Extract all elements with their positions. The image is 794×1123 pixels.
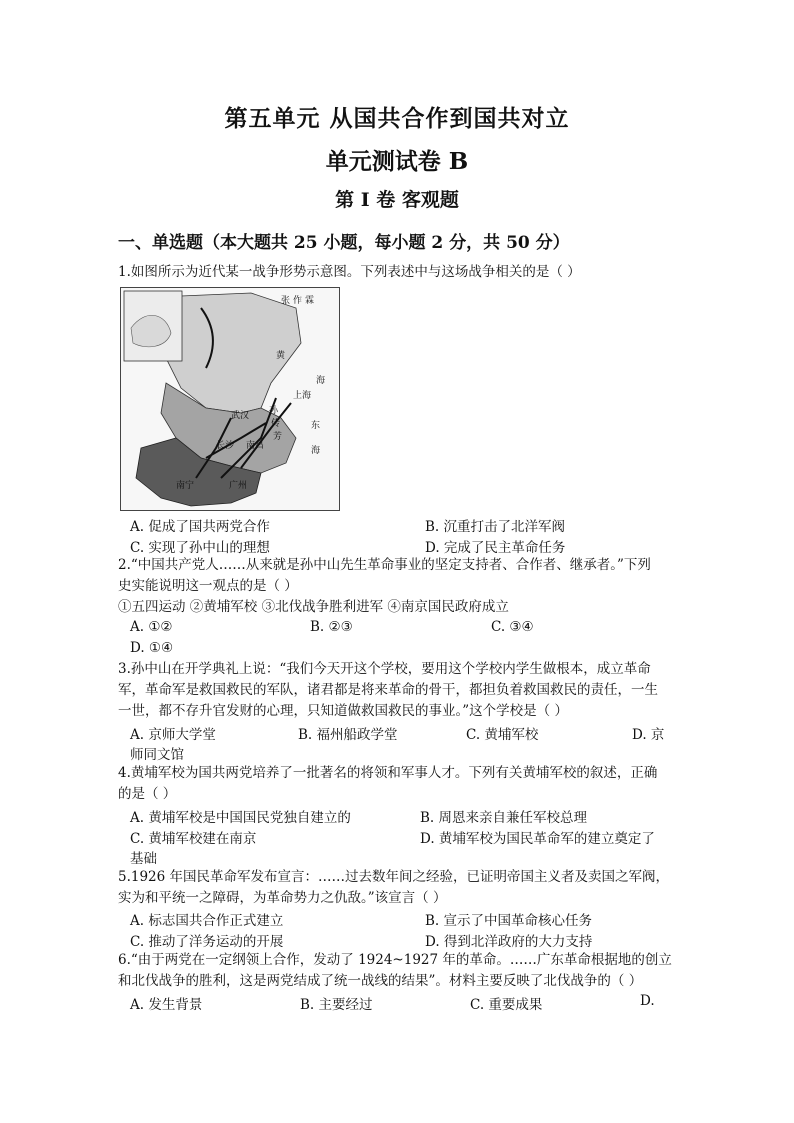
- question-4-stem-line-1: 4.黄埔军校为国共两党培养了一批著名的将领和军事人才。下列有关黄埔军校的叙述，正确: [118, 765, 658, 781]
- question-3-stem-line-2: 军，革命军是救国救民的军队，诸君都是将来革命的骨干，都担负着救国救民的责任，一生: [118, 682, 658, 698]
- q2-option-c[interactable]: C. ③④: [491, 619, 534, 635]
- q1-option-b[interactable]: B. 沉重打击了北洋军阀: [425, 519, 566, 535]
- q4-option-a[interactable]: A. 黄埔军校是中国国民党独自建立的: [130, 810, 351, 826]
- q3-option-d[interactable]: D. 京: [632, 727, 665, 743]
- question-5-stem-line-2: 实为和平统一之障碍，为革命势力之仇敌。”该宣言（ ）: [118, 890, 447, 906]
- q2-option-b[interactable]: B. ②③: [310, 619, 353, 635]
- question-4-stem-line-2: 的是（ ）: [118, 786, 177, 802]
- question-5-stem-line-1: 5.1926 年国民革命军发布宣言：……过去数年间之经验，已证明帝国主义者及卖国之军阀，: [118, 869, 670, 885]
- question-3-stem-line-1: 3.孙中山在开学典礼上说：“我们今天开这个学校，要用这个学校内学生做根本，成立革命: [118, 661, 651, 677]
- q3-option-d-continued: 师同文馆: [130, 747, 184, 763]
- map-label: 东: [311, 421, 321, 431]
- map-label: 孙: [269, 406, 279, 416]
- test-subtitle: 单元测试卷 B: [325, 148, 469, 175]
- q5-option-c[interactable]: C. 推动了洋务运动的开展: [130, 934, 284, 950]
- q2-option-d[interactable]: D. ①④: [130, 640, 174, 656]
- map-label: 海: [311, 446, 321, 456]
- map-label: 芳: [273, 432, 283, 442]
- map-label: 广州: [229, 481, 248, 491]
- q3-option-b[interactable]: B. 福州船政学堂: [298, 727, 398, 743]
- section-heading: 一、单选题（本大题共 25 小题，每小题 2 分，共 50 分）: [118, 233, 570, 253]
- question-2-stem-line-1: 2.“中国共产党人……从来就是孙中山先生革命事业的坚定支持者、合作者、继承者。”下列: [118, 557, 651, 573]
- q1-option-a[interactable]: A. 促成了国共两党合作: [130, 519, 270, 535]
- question-6-stem-line-2: 和北伐战争的胜利，这是两党结成了统一战线的结果”。材料主要反映了北伐战争的（ ）: [118, 973, 643, 989]
- q3-option-a[interactable]: A. 京师大学堂: [130, 727, 216, 743]
- q5-option-d[interactable]: D. 得到北洋政府的大力支持: [425, 934, 593, 950]
- map-label: 传: [271, 419, 281, 429]
- question-1-stem: 1.如图所示为近代某一战争形势示意图。下列表述中与这场战争相关的是（ ）: [118, 264, 581, 280]
- q1-option-c[interactable]: C. 实现了孙中山的理想: [130, 540, 270, 556]
- map-label: 作: [293, 296, 303, 306]
- q4-option-d[interactable]: D. 黄埔军校为国民革命军的建立奠定了: [420, 831, 655, 847]
- q6-option-d[interactable]: D.: [640, 993, 655, 1009]
- map-label: 上海: [293, 391, 312, 401]
- map-label: 海: [316, 376, 326, 386]
- q4-option-c[interactable]: C. 黄埔军校建在南京: [130, 831, 257, 847]
- map-label: 南宁: [176, 481, 195, 491]
- q4-option-b[interactable]: B. 周恩来亲自兼任军校总理: [420, 810, 588, 826]
- q6-option-c[interactable]: C. 重要成果: [470, 997, 543, 1013]
- q2-option-a[interactable]: A. ①②: [130, 619, 173, 635]
- map-image: [121, 288, 339, 510]
- q6-option-b[interactable]: B. 主要经过: [300, 997, 373, 1013]
- question-6-stem-line-1: 6.“由于两党在一定纲领上合作，发动了 1924~1927 年的革命。……广东革命根据地的创立: [118, 952, 672, 968]
- question-2-stem-line-2: 史实能说明这一观点的是（ ）: [118, 578, 298, 594]
- q5-option-a[interactable]: A. 标志国共合作正式建立: [130, 913, 284, 929]
- q3-option-c[interactable]: C. 黄埔军校: [466, 727, 539, 743]
- q6-option-a[interactable]: A. 发生背景: [130, 997, 203, 1013]
- map-label: 黄: [276, 351, 286, 361]
- map-label: 霖: [305, 296, 315, 306]
- question-3-stem-line-3: 一世，都不存升官发财的心理，只知道做救国救民的事业。”这个学校是（ ）: [118, 703, 568, 719]
- map-label: 长沙: [216, 441, 235, 451]
- q5-option-b[interactable]: B. 宣示了中国革命核心任务: [425, 913, 593, 929]
- q4-option-d-continued: 基础: [130, 851, 157, 867]
- question-2-choices-list: ①五四运动 ②黄埔军校 ③北伐战争胜利进军 ④南京国民政府成立: [118, 599, 509, 615]
- map-label: 武汉: [231, 411, 250, 421]
- unit-title: 第五单元 从国共合作到国共对立: [224, 105, 570, 132]
- q1-option-d[interactable]: D. 完成了民主革命任务: [425, 540, 566, 556]
- map-label: 南昌: [246, 441, 265, 451]
- map-label: 张: [281, 296, 291, 306]
- war-situation-map: [120, 287, 340, 511]
- part-title: 第 I 卷 客观题: [335, 189, 459, 211]
